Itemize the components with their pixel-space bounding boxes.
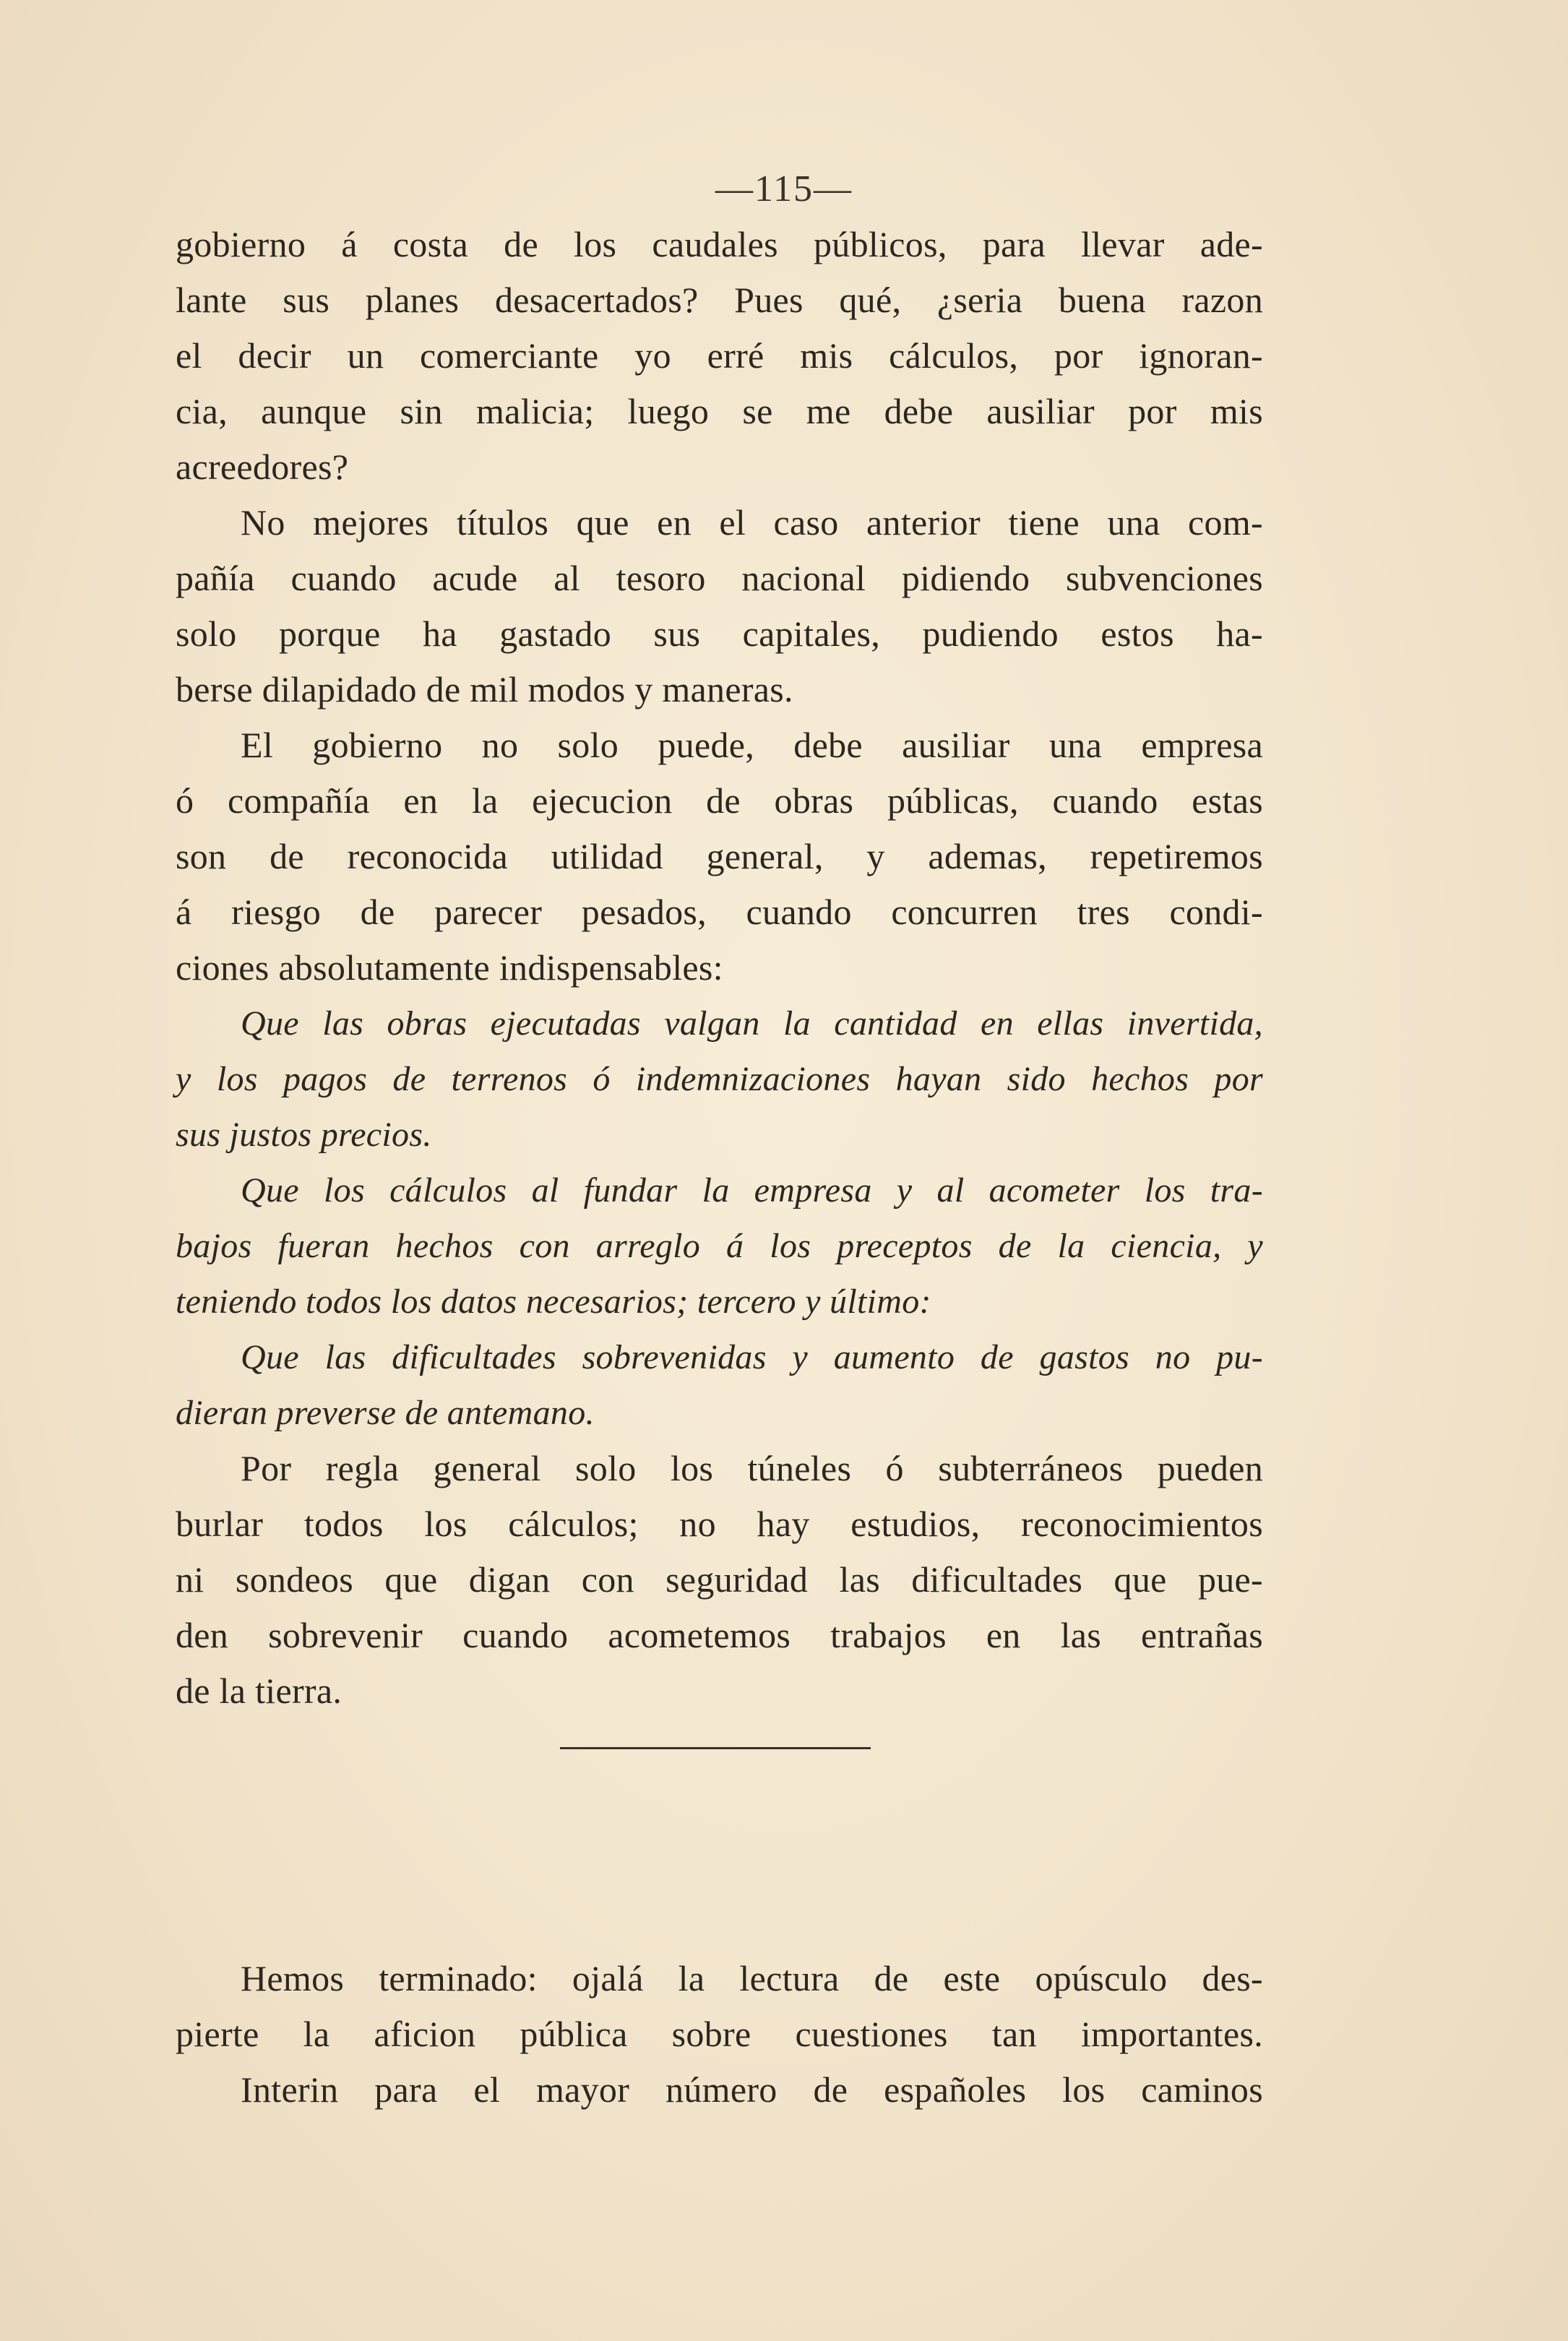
text-line: lante sus planes desacertados? Pues qué, ¿seria buena razon [176, 280, 1263, 320]
paragraph-2-end [176, 662, 1263, 717]
paragraph-4 [176, 1441, 1263, 1496]
paragraph-2 [176, 495, 1263, 551]
text-line: berse dilapidado de mil modos y maneras. [176, 669, 793, 710]
text-line: cia, aunque sin malicia; luego se me debe ausiliar por mis [176, 391, 1263, 431]
paragraph-5 [176, 1951, 1263, 2006]
text-line: gobierno á costa de los caudales públicos, para llevar ade- [176, 224, 1263, 264]
condition-2-cont [176, 1218, 1263, 1274]
paragraph-3 [176, 717, 1263, 773]
text-line: Que las dificultades sobrevenidas y aumento de gastos no pu- [241, 1338, 1263, 1376]
text-line: son de reconocida utilidad general, y ademas, repetiremos [176, 836, 1263, 876]
text-line: solo porque ha gastado sus capitales, pudiendo estos ha- [176, 613, 1263, 654]
closing-text [176, 1951, 1263, 2118]
condition-1 [176, 996, 1263, 1051]
condition-1-end [176, 1107, 1263, 1163]
text-line: ni sondeos que digan con seguridad las dificultades que pue- [176, 1559, 1263, 1600]
text-line: y los pagos de terrenos ó indemnizaciones hayan sido hechos por [176, 1060, 1263, 1098]
text-line: Por regla general solo los túneles ó subterráneos pueden [241, 1448, 1263, 1488]
text-line: pañía cuando acude al tesoro nacional pidiendo subvenciones [176, 558, 1263, 598]
text-line: acreedores? [176, 447, 349, 487]
paragraph-4-cont [176, 1496, 1263, 1663]
condition-1-cont [176, 1051, 1263, 1107]
paragraph-3-end [176, 940, 1263, 996]
text-line: sus justos precios. [176, 1116, 432, 1154]
text-line: bajos fueran hechos con arreglo á los preceptos de la ciencia, y [176, 1227, 1263, 1265]
text-line: dieran preverse de antemano. [176, 1394, 595, 1432]
paragraph-4-end [176, 1663, 1263, 1719]
text-line: teniendo todos los datos necesarios; tercero y último: [176, 1282, 931, 1321]
condition-3-end [176, 1385, 1263, 1441]
text-line: de la tierra. [176, 1670, 343, 1711]
main-text [176, 217, 1263, 1719]
condition-2 [176, 1163, 1263, 1218]
text-line: el decir un comerciante yo erré mis cálculos, por ignoran- [176, 335, 1263, 376]
paragraph-1 [176, 217, 1263, 439]
text-line: burlar todos los cálculos; no hay estudios, reconocimientos [176, 1504, 1263, 1544]
section-divider [560, 1747, 871, 1749]
text-line: den sobrevenir cuando acometemos trabajos en las entrañas [176, 1615, 1263, 1655]
condition-3 [176, 1329, 1263, 1385]
text-line: Que las obras ejecutadas valgan la cantidad en ellas invertida, [241, 1004, 1263, 1043]
page-number: —115— [715, 168, 853, 210]
text-line: Interin para el mayor número de españoles los caminos [241, 2069, 1263, 2110]
paragraph-5-end [176, 2062, 1263, 2118]
text-line: pierte la aficion pública sobre cuestiones tan importantes. [176, 2014, 1263, 2054]
text-line: No mejores títulos que en el caso anterior tiene una com- [241, 502, 1263, 543]
paragraph-1-end [176, 439, 1263, 495]
text-line: ó compañía en la ejecucion de obras públicas, cuando estas [176, 780, 1263, 821]
paragraph-5-cont [176, 2006, 1263, 2062]
text-line: Hemos terminado: ojalá la lectura de este opúsculo des- [241, 1958, 1263, 1999]
text-line: Que los cálculos al fundar la empresa y al acometer los tra- [241, 1171, 1263, 1210]
paragraph-2-cont [176, 551, 1263, 662]
paragraph-3-cont [176, 773, 1263, 940]
text-line: á riesgo de parecer pesados, cuando concurren tres condi- [176, 892, 1263, 932]
condition-2-end [176, 1274, 1263, 1329]
text-line: ciones absolutamente indispensables: [176, 947, 723, 988]
text-line: El gobierno no solo puede, debe ausiliar una empresa [241, 725, 1263, 765]
